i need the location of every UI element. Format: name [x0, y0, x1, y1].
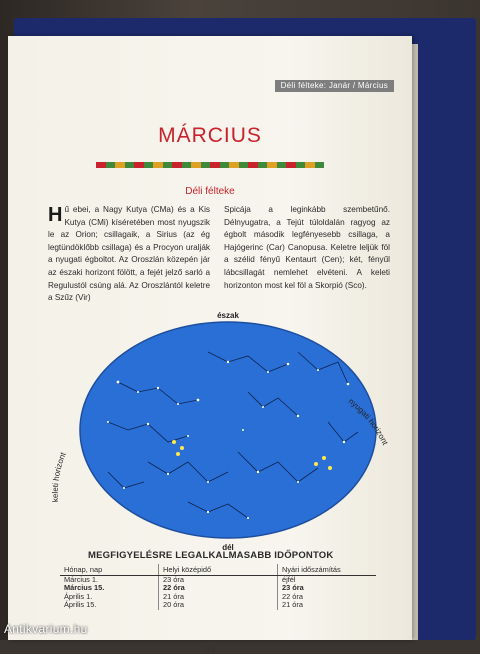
observation-table — [60, 564, 376, 610]
running-head: Déli félteke: Janár / Március — [275, 80, 394, 92]
text-column-left — [48, 204, 210, 305]
header-summer-time: Nyári időszámítás — [278, 564, 377, 576]
strip-segment — [115, 162, 125, 168]
table-title: MEGFIGYELÉSRE LEGALKALMASABB IDŐPONTOK — [88, 550, 334, 561]
decorative-strip — [96, 162, 324, 168]
table-header-row — [60, 564, 376, 576]
page-title: MÁRCIUS — [158, 124, 262, 147]
strip-segment — [153, 162, 163, 168]
table-row — [60, 601, 376, 609]
east-label-path: keleti horizont — [50, 451, 68, 503]
strip-segment — [172, 162, 182, 168]
right-paragraph: Spicája a leginkább szembetűnő. Délnyugatra, a Tejút túloldalán ragyog az égbolt második legfényesebb csillaga, a Hajógerinc (Car) Canopusa. Keletre leljük föl a szélid fényű Kentaurt (Cen); két, fényűl lábcsillagát nemlehet elvéteni. A keleti horizonton most kel föl a Skorpió (Sco). — [224, 205, 390, 290]
strip-segment — [286, 162, 296, 168]
west-label-path: nyugati horizont — [346, 396, 390, 447]
table-row — [60, 593, 376, 601]
section-subtitle: Déli félteke — [185, 186, 235, 197]
header-local-time: Helyi középidő — [159, 564, 278, 576]
cell-summer: 22 óra — [278, 593, 377, 601]
table-row — [60, 584, 376, 592]
cell-local: 20 óra — [159, 601, 278, 609]
strip-segment — [267, 162, 277, 168]
strip-segment — [296, 162, 306, 168]
strip-segment — [125, 162, 135, 168]
cell-local: 22 óra — [159, 584, 278, 592]
cell-summer: éjfél — [278, 576, 377, 585]
cell-date: Április 15. — [64, 600, 97, 610]
cell-date: Április 1. — [64, 591, 93, 601]
strip-segment — [201, 162, 211, 168]
strip-segment — [134, 162, 144, 168]
strip-segment — [220, 162, 230, 168]
cell-summer: 23 óra — [278, 584, 377, 592]
strip-segment — [144, 162, 154, 168]
strip-segment — [239, 162, 249, 168]
strip-segment — [191, 162, 201, 168]
north-label: észak — [217, 312, 239, 320]
east-label — [51, 450, 68, 502]
drop-cap: H — [48, 204, 63, 226]
south-label: dél — [222, 543, 234, 552]
strip-segment — [277, 162, 287, 168]
strip-segment — [210, 162, 220, 168]
strip-segment — [106, 162, 116, 168]
strip-segment — [315, 162, 325, 168]
strip-segment — [258, 162, 268, 168]
strip-segment — [248, 162, 258, 168]
page-number: 31 — [204, 644, 215, 654]
table-row — [60, 576, 376, 585]
book-page — [8, 36, 412, 654]
left-paragraph: ű ebei, a Nagy Kutya (CMa) és a Kis Kutya (CMi) kíséretében most nyugszik le az Orion; csillagaik, a Sirius (az ég legtündöklőbb csillaga) és a Procyon uralják a nyugati égboltot. Az Oroszlán közepén jár az északi horizont fölött, a fejét jelző sarló a Regulustól csúng alá. Az Oroszlántól keletre a Szűz (Vir) — [48, 205, 210, 303]
sky-disc — [80, 322, 376, 538]
watermark: Antikvarium.hu — [4, 622, 88, 636]
strip-segment — [182, 162, 192, 168]
star-chart-svg — [48, 312, 408, 552]
cell-summer: 21 óra — [278, 601, 377, 609]
cell-date: Március 1. — [64, 575, 99, 584]
strip-segment — [96, 162, 106, 168]
cell-local: 21 óra — [159, 593, 278, 601]
strip-segment — [163, 162, 173, 168]
strip-segment — [305, 162, 315, 168]
text-column-right — [224, 204, 390, 292]
star-chart — [48, 312, 408, 552]
cell-local: 23 óra — [159, 576, 278, 585]
header-month-day: Hónap, nap — [60, 564, 159, 576]
strip-segment — [229, 162, 239, 168]
cell-date: Március 15. — [64, 583, 105, 593]
